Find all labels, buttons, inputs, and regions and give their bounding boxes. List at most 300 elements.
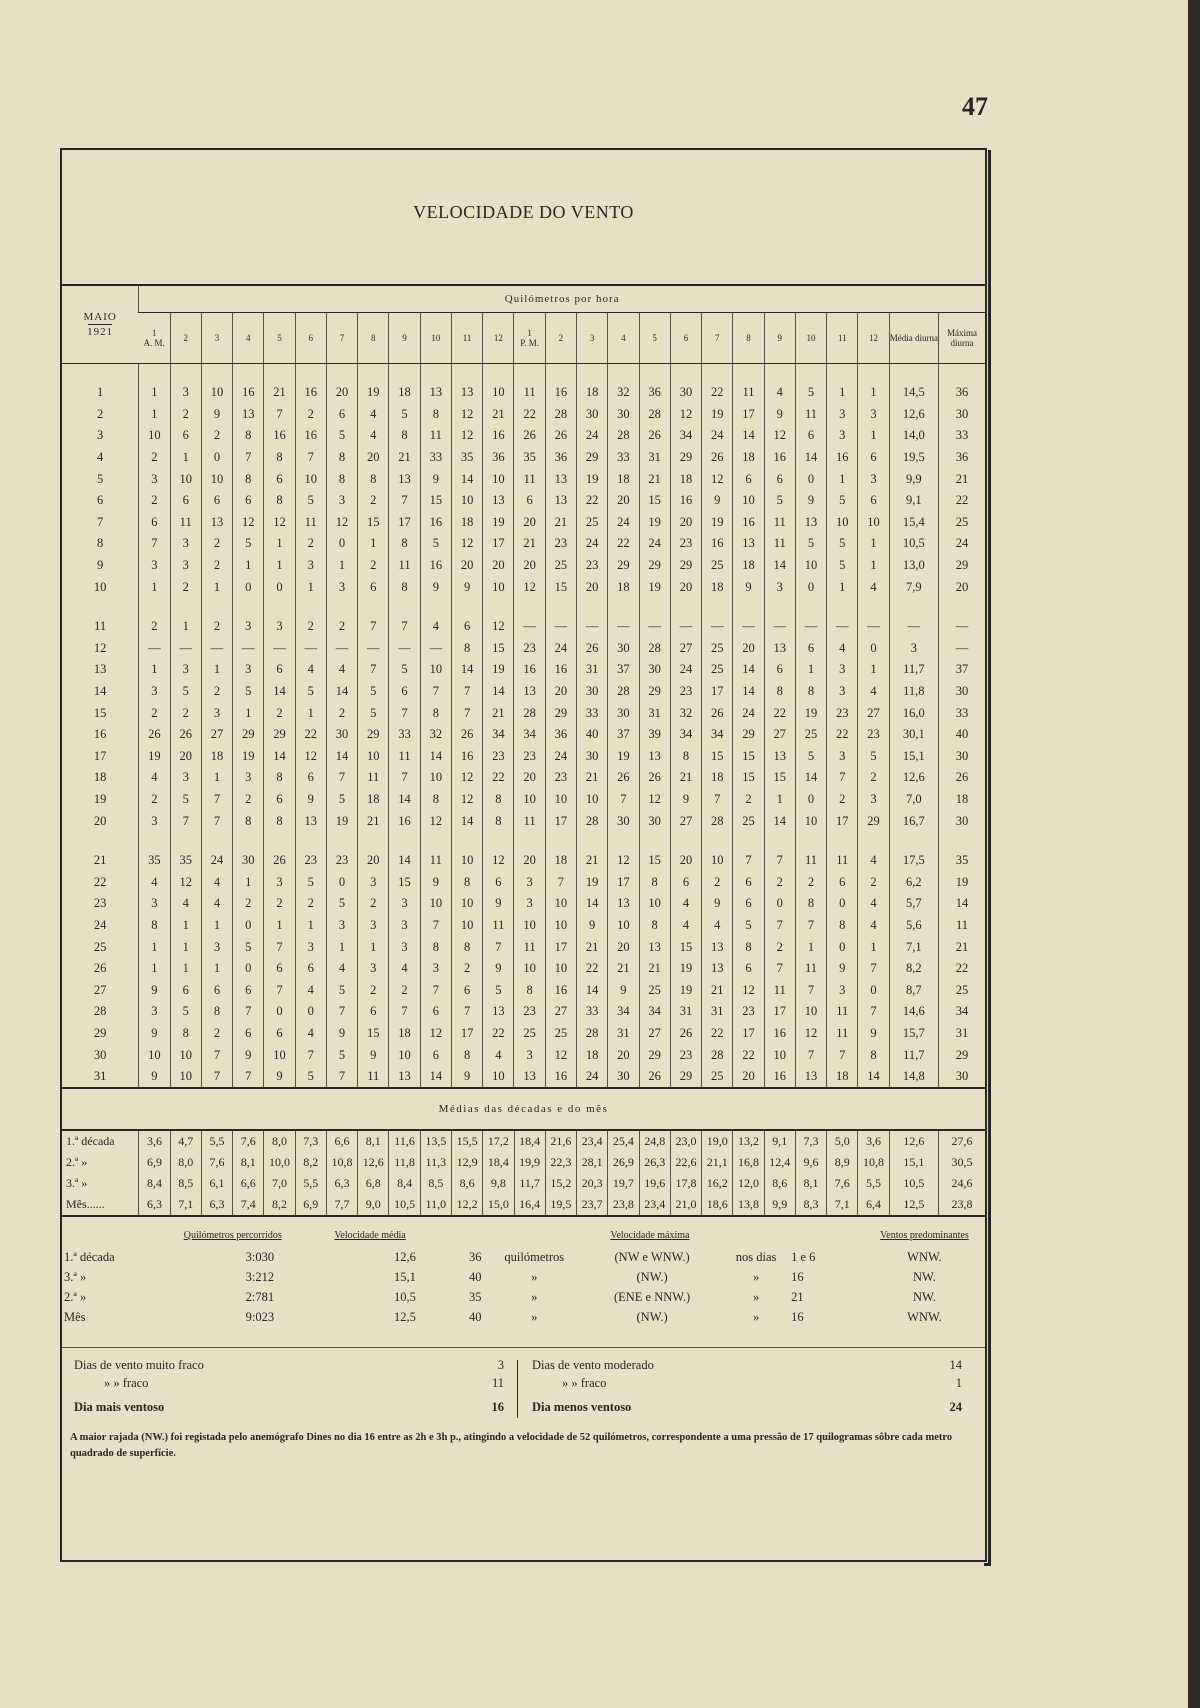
media-value: 14,5: [889, 382, 938, 404]
table-row: [62, 893, 985, 915]
hour-value: 23: [295, 850, 326, 872]
means-label: 2.ª »: [66, 1155, 88, 1170]
means-value: 12,0: [733, 1173, 764, 1194]
hour-value: 6: [733, 893, 764, 915]
table-row: [62, 555, 985, 577]
hour-value: 17: [389, 512, 420, 534]
summary-vento: NW.: [913, 1289, 936, 1304]
hour-value: 16: [764, 1066, 795, 1089]
hour-value: 19: [233, 746, 264, 768]
hour-value: 9: [608, 979, 639, 1001]
hour-value: 8: [389, 533, 420, 555]
hour-value: 7: [795, 979, 826, 1001]
media-value: 11,7: [889, 1044, 938, 1066]
table-row: [62, 382, 985, 404]
hour-value: 2: [733, 789, 764, 811]
hour-value: 33: [577, 1001, 608, 1023]
hour-value: 13: [702, 936, 733, 958]
summary-max: 35: [468, 1289, 482, 1304]
hour-value: 23: [670, 1044, 701, 1066]
hour-value: 2: [295, 893, 326, 915]
hour-value: 5: [170, 681, 201, 703]
hour-value: 1: [264, 915, 295, 937]
hour-value: 37: [608, 659, 639, 681]
hour-value: 18: [733, 447, 764, 469]
hour-value: 11: [358, 767, 389, 789]
media-value: 11,7: [889, 659, 938, 681]
hour-value: 23: [827, 702, 858, 724]
maxima-value: 30: [939, 746, 985, 768]
summary-days-word: nos dias: [735, 1249, 777, 1264]
hour-value: 5: [358, 702, 389, 724]
hour-value: 2: [170, 404, 201, 426]
hour-value: 4: [295, 979, 326, 1001]
hour-value: 25: [514, 1023, 545, 1045]
hour-value: 5: [795, 746, 826, 768]
hour-value: 24: [545, 638, 576, 660]
hour-value: 14: [451, 810, 482, 832]
means-value: 15,0: [483, 1194, 514, 1216]
hour-value: 13: [733, 533, 764, 555]
hour-label: 6: [683, 333, 689, 343]
hour-value: 18: [608, 576, 639, 598]
spacer-cell: [451, 364, 482, 383]
hour-label: 7: [714, 333, 720, 343]
day-label: 30: [93, 1047, 107, 1062]
hour-value: 10: [514, 958, 545, 980]
hour-value: 21: [608, 958, 639, 980]
spacer-cell: [326, 832, 357, 850]
hour-value: 16: [545, 1066, 576, 1089]
hour-value: 29: [639, 555, 670, 577]
hour-value: 29: [545, 702, 576, 724]
means-value: 23,4: [639, 1194, 670, 1216]
hour-value: 10: [827, 512, 858, 534]
month-label: MAIO: [83, 311, 117, 323]
hour-value: 29: [608, 555, 639, 577]
hour-value: 1: [858, 382, 889, 404]
summary-km: 3:212: [245, 1269, 275, 1284]
hour-value: 13: [608, 893, 639, 915]
hour-value: 13: [420, 382, 451, 404]
hour-value: 24: [608, 512, 639, 534]
hour-value: 26: [608, 767, 639, 789]
table-row: [62, 702, 985, 724]
media-value: 9,1: [889, 490, 938, 512]
hour-value: 10: [795, 555, 826, 577]
hour-value: 16: [264, 425, 295, 447]
hour-value: 30: [577, 404, 608, 426]
maxima-value: 30: [939, 404, 985, 426]
hour-value: 7: [295, 1044, 326, 1066]
maxima-value: 11: [939, 915, 985, 937]
hour-value: 10: [514, 915, 545, 937]
means-value: 4,7: [170, 1131, 201, 1152]
hour-value: 9: [451, 1066, 482, 1089]
hour-header: [139, 313, 170, 364]
means-value: 7,3: [295, 1131, 326, 1152]
hour-value: 6: [295, 958, 326, 980]
hour-value: 5: [326, 979, 357, 1001]
spacer-cell: [608, 832, 639, 850]
hour-label: 10: [431, 333, 441, 343]
media-value: 17,5: [889, 850, 938, 872]
hour-value: 2: [201, 681, 232, 703]
hour-value: 29: [670, 447, 701, 469]
media-value: 15,1: [889, 746, 938, 768]
wind-days-right: [532, 1358, 962, 1418]
hour-value: 12: [483, 616, 514, 638]
means-row: [62, 1152, 985, 1173]
spacer-cell: [326, 364, 357, 383]
spacer-cell: [939, 598, 985, 616]
hour-value: 19: [577, 468, 608, 490]
media-value: 6,2: [889, 871, 938, 893]
spacer-cell: [939, 832, 985, 850]
summary-row: [62, 1267, 985, 1287]
hour-value: 10: [451, 893, 482, 915]
hour-value: 5: [827, 555, 858, 577]
menos-ventoso-value: 24: [949, 1400, 962, 1415]
hour-value: 20: [451, 555, 482, 577]
maxima-value: 21: [939, 936, 985, 958]
table-row: [62, 958, 985, 980]
spacer-cell: [170, 832, 201, 850]
hour-value: 2: [233, 893, 264, 915]
hour-value: 35: [514, 447, 545, 469]
hour-value: 1: [795, 936, 826, 958]
hour-value: 16: [545, 979, 576, 1001]
hour-value: 8: [264, 490, 295, 512]
hour-value: 10: [451, 915, 482, 937]
table-row: [62, 810, 985, 832]
spacer-cell: [764, 598, 795, 616]
means-maxima: 27,6: [939, 1131, 985, 1152]
means-value: 24,8: [639, 1131, 670, 1152]
hour-header: [608, 313, 639, 364]
hour-value: 3: [201, 936, 232, 958]
hour-value: 2: [827, 789, 858, 811]
hour-value: 19: [670, 979, 701, 1001]
spacer-cell: [795, 598, 826, 616]
hour-value: 6: [733, 958, 764, 980]
maxima-diurna-header: Máxima diurna: [939, 313, 985, 364]
hour-value: 1: [858, 533, 889, 555]
table-row: [62, 404, 985, 426]
maxima-value: 34: [939, 1001, 985, 1023]
means-value: 8,1: [233, 1152, 264, 1173]
means-value: 11,3: [420, 1152, 451, 1173]
means-value: 8,2: [264, 1194, 295, 1216]
hour-value: 4: [389, 958, 420, 980]
hour-value: 8: [264, 767, 295, 789]
summary-days-word: »: [752, 1309, 760, 1324]
hour-value: 3: [326, 576, 357, 598]
hour-value: 14: [264, 681, 295, 703]
hour-value: 5: [233, 533, 264, 555]
hour-value: 3: [139, 810, 170, 832]
means-value: 9,0: [358, 1194, 389, 1216]
spacer-cell: [514, 364, 545, 383]
means-label: 1.ª década: [66, 1134, 115, 1149]
hour-value: 2: [389, 979, 420, 1001]
means-value: 7,6: [233, 1131, 264, 1152]
vel-media-header: Velocidade média: [334, 1229, 406, 1241]
hour-value: 12: [514, 576, 545, 598]
spacer-cell: [639, 832, 670, 850]
hour-value: 6: [201, 490, 232, 512]
hour-value: 7: [264, 936, 295, 958]
hour-value: 2: [201, 555, 232, 577]
hour-value: 12: [639, 789, 670, 811]
hour-value: 16: [389, 810, 420, 832]
hour-header: [639, 313, 670, 364]
table-row: [62, 468, 985, 490]
hour-value: 24: [545, 746, 576, 768]
hour-value: 16: [702, 533, 733, 555]
hour-value: 1: [827, 576, 858, 598]
spacer-cell: [451, 598, 482, 616]
mais-ventoso-value: 16: [491, 1400, 504, 1415]
means-section-label: Médias das décadas e do mês: [62, 1089, 985, 1131]
hour-value: 1: [233, 702, 264, 724]
hour-value: 4: [670, 915, 701, 937]
hour-value: 10: [264, 1044, 295, 1066]
hour-value: 11: [514, 468, 545, 490]
pm-tag: P. M.: [520, 338, 539, 348]
hour-value: 7: [858, 958, 889, 980]
maxima-value: —: [939, 616, 985, 638]
summary-dir: (NW.): [636, 1309, 668, 1324]
hour-value: 14: [764, 810, 795, 832]
hour-value: 1: [358, 936, 389, 958]
hour-value: 16: [670, 490, 701, 512]
summary-vento: NW.: [913, 1269, 936, 1284]
hour-value: —: [170, 638, 201, 660]
hour-value: 10: [170, 1066, 201, 1089]
hour-value: 23: [483, 746, 514, 768]
hour-value: 10: [483, 382, 514, 404]
hour-value: 5: [795, 382, 826, 404]
hour-value: 1: [170, 616, 201, 638]
hour-value: 22: [733, 1044, 764, 1066]
media-value: 14,8: [889, 1066, 938, 1089]
hour-value: 6: [858, 447, 889, 469]
hour-value: 18: [201, 746, 232, 768]
hour-value: 27: [764, 724, 795, 746]
hour-value: 14: [764, 555, 795, 577]
hour-value: 10: [420, 767, 451, 789]
hour-value: 3: [358, 915, 389, 937]
hour-value: 10: [577, 789, 608, 811]
hour-value: 5: [764, 490, 795, 512]
maxima-value: 30: [939, 810, 985, 832]
hour-value: 5: [326, 425, 357, 447]
hour-value: —: [545, 616, 576, 638]
hour-value: 11: [358, 1066, 389, 1089]
hour-value: 37: [608, 724, 639, 746]
hour-value: 12: [702, 468, 733, 490]
hour-value: 4: [326, 659, 357, 681]
hour-value: 25: [639, 979, 670, 1001]
hour-header: [827, 313, 858, 364]
hour-value: 7: [389, 616, 420, 638]
maxima-value: 37: [939, 659, 985, 681]
spacer-cell: [420, 832, 451, 850]
hour-value: 4: [201, 871, 232, 893]
spacer-cell: [764, 832, 795, 850]
hour-value: 12: [233, 512, 264, 534]
spacer-cell: [170, 598, 201, 616]
hour-value: 29: [639, 1044, 670, 1066]
hour-value: 22: [483, 1023, 514, 1045]
spacer-cell: [670, 832, 701, 850]
hour-value: 16: [451, 746, 482, 768]
hour-value: 16: [295, 382, 326, 404]
summary-row: [62, 1307, 985, 1327]
hour-value: 6: [670, 871, 701, 893]
hour-value: 7: [451, 1001, 482, 1023]
media-value: 7,9: [889, 576, 938, 598]
hour-value: 27: [545, 1001, 576, 1023]
hour-value: 8: [451, 871, 482, 893]
hour-value: 2: [326, 616, 357, 638]
hour-value: 2: [201, 425, 232, 447]
maxima-value: 29: [939, 555, 985, 577]
hour-header: [577, 313, 608, 364]
group-header: Quilómetros por hora: [139, 286, 985, 313]
hour-value: 14: [326, 746, 357, 768]
hour-value: 11: [764, 533, 795, 555]
media-value: 19,5: [889, 447, 938, 469]
table-row: [62, 1001, 985, 1023]
maxima-value: 30: [939, 1066, 985, 1089]
hour-value: 28: [608, 425, 639, 447]
hour-value: 3: [358, 958, 389, 980]
hour-value: 4: [764, 382, 795, 404]
hour-value: 14: [733, 425, 764, 447]
day-label: 24: [93, 917, 107, 932]
hour-value: 7: [702, 789, 733, 811]
hour-value: 10: [170, 1044, 201, 1066]
spacer-cell: [358, 832, 389, 850]
hour-value: 5: [389, 404, 420, 426]
day-label: 1: [97, 385, 104, 400]
muito-fraco-value: 3: [497, 1358, 504, 1373]
hour-value: 22: [702, 382, 733, 404]
hour-value: 11: [827, 850, 858, 872]
day-label: 10: [93, 579, 107, 594]
hour-value: 3: [264, 871, 295, 893]
maxima-value: 33: [939, 702, 985, 724]
hour-value: 8: [483, 810, 514, 832]
hour-value: 9: [139, 1066, 170, 1089]
hour-value: 10: [545, 893, 576, 915]
hour-value: 6: [795, 425, 826, 447]
hour-value: 1: [139, 404, 170, 426]
table-row: [62, 681, 985, 703]
hour-value: 17: [545, 936, 576, 958]
hour-value: 11: [514, 810, 545, 832]
hour-value: 7: [764, 850, 795, 872]
day-label: 19: [93, 791, 107, 806]
hour-value: 7: [795, 1044, 826, 1066]
hour-value: 0: [858, 638, 889, 660]
spacer-cell: [233, 364, 264, 383]
page-number: 47: [962, 92, 988, 121]
hour-value: 39: [639, 724, 670, 746]
hour-value: 8: [326, 468, 357, 490]
maxima-value: 35: [939, 850, 985, 872]
means-maxima: 23,8: [939, 1194, 985, 1216]
spacer-cell: [483, 832, 514, 850]
hour-value: 10: [639, 893, 670, 915]
hour-value: 30: [608, 638, 639, 660]
hour-value: 23: [670, 681, 701, 703]
means-value: 23,7: [577, 1194, 608, 1216]
maxima-value: 29: [939, 1044, 985, 1066]
hour-value: 15: [358, 1023, 389, 1045]
hour-value: 14: [733, 681, 764, 703]
hour-value: 10: [170, 468, 201, 490]
means-value: 6,8: [358, 1173, 389, 1194]
hour-value: 27: [670, 638, 701, 660]
means-value: 8,6: [451, 1173, 482, 1194]
hour-value: 15: [389, 871, 420, 893]
hour-value: 24: [702, 425, 733, 447]
table-row: [62, 638, 985, 660]
hour-value: 1: [139, 958, 170, 980]
spacer-cell: [295, 598, 326, 616]
hour-header: [545, 313, 576, 364]
hour-value: 26: [702, 447, 733, 469]
hour-value: 9: [795, 490, 826, 512]
hour-value: 18: [451, 512, 482, 534]
hour-value: 17: [702, 681, 733, 703]
hour-value: 24: [577, 533, 608, 555]
hour-value: 2: [264, 893, 295, 915]
hour-value: 29: [358, 724, 389, 746]
hour-value: 21: [264, 382, 295, 404]
means-value: 15,5: [451, 1131, 482, 1152]
hour-value: 3: [139, 893, 170, 915]
media-value: 9,9: [889, 468, 938, 490]
hour-value: 9: [702, 893, 733, 915]
hour-value: 11: [795, 850, 826, 872]
maxima-value: 25: [939, 979, 985, 1001]
means-value: 26,3: [639, 1152, 670, 1173]
maxima-value: 22: [939, 490, 985, 512]
hour-value: 8: [451, 638, 482, 660]
hour-value: 29: [264, 724, 295, 746]
means-value: 3,6: [139, 1131, 170, 1152]
hour-label: 9: [777, 333, 782, 343]
spacer-cell: [889, 598, 938, 616]
hour-value: 20: [545, 681, 576, 703]
day-label: 15: [93, 705, 107, 720]
spacer-cell: [233, 832, 264, 850]
hour-value: 2: [201, 616, 232, 638]
hour-value: 17: [733, 404, 764, 426]
hour-value: 8: [795, 681, 826, 703]
hour-value: 9: [233, 1044, 264, 1066]
spacer-cell: [795, 364, 826, 383]
hour-value: 5: [483, 979, 514, 1001]
table-row: [62, 1044, 985, 1066]
table-row: [62, 659, 985, 681]
page-title: VELOCIDADE DO VENTO: [413, 202, 634, 222]
hour-value: 26: [170, 724, 201, 746]
